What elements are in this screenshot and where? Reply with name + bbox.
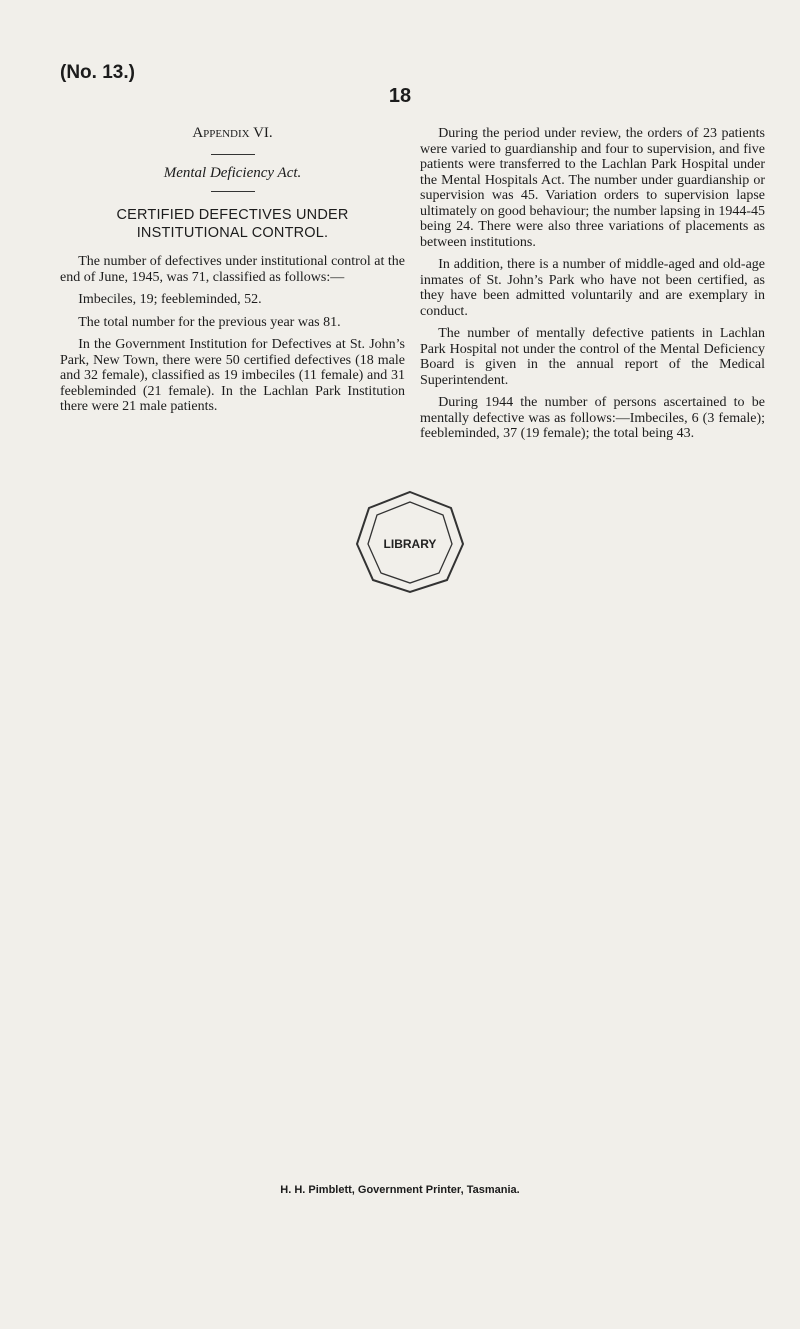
paragraph: In addition, there is a number of middle-aged and old-age inmates of St. John’s Park who have not been certified, as they have been admitted voluntarily and are exemplary in conduct.: [420, 257, 765, 319]
act-title: Mental Deficiency Act.: [163, 164, 302, 181]
paragraph: During the period under review, the orders of 23 patients were varied to guardianship and four to supervision, and five patients were transferred to the Lachlan Park Hospital under the Mental Hospitals Act. The number under guardianship or supervision was 45. Variation orders to supervision lapse ultimately on good behaviour; the number lapsing in 1944-45 being 24. There were also three variations of placements as between institutions.: [420, 126, 765, 250]
library-stamp-graphic: [351, 488, 469, 596]
right-column: [420, 126, 765, 449]
divider-rule: [211, 154, 255, 155]
divider-rule: [211, 191, 255, 192]
page-id: (No. 13.): [60, 62, 135, 83]
section-heading: CERTIFIED DEFECTIVES UNDER INSTITUTIONAL CONTROL.: [116, 207, 349, 241]
paragraph: During 1944 the number of persons ascertained to be mentally defective was as follows:—Imbeciles, 6 (3 female); feebleminded, 37 (19 female); the total being 43.: [420, 395, 765, 441]
page-number: 18: [388, 85, 412, 107]
paragraph: The total number for the previous year was 81.: [78, 314, 341, 330]
library-stamp: [351, 488, 469, 596]
paragraph: The number of defectives under institutional control at the end of June, 1945, was 71, classified as follows:—: [60, 254, 405, 285]
paragraph: In the Government Institution for Defectives at St. John’s Park, New Town, there were 50 certified defectives (18 male and 32 female), classified as 19 imbeciles (11 female) and 31 feebleminded (21 female). In the Lachlan Park Institution there were 21 male patients.: [60, 337, 405, 414]
printer-imprint: H. H. Pimblett, Government Printer, Tasmania.: [280, 1184, 520, 1196]
classification-line: Imbeciles, 19; feebleminded, 52.: [78, 292, 262, 307]
stamp-label: LIBRARY: [383, 537, 437, 551]
paragraph: The number of mentally defective patients in Lachlan Park Hospital not under the control of the Mental Deficiency Board is given in the annual report of the Medical Superintendent.: [420, 326, 765, 388]
left-column: [60, 126, 405, 422]
appendix-label: Appendix VI.: [192, 125, 273, 141]
